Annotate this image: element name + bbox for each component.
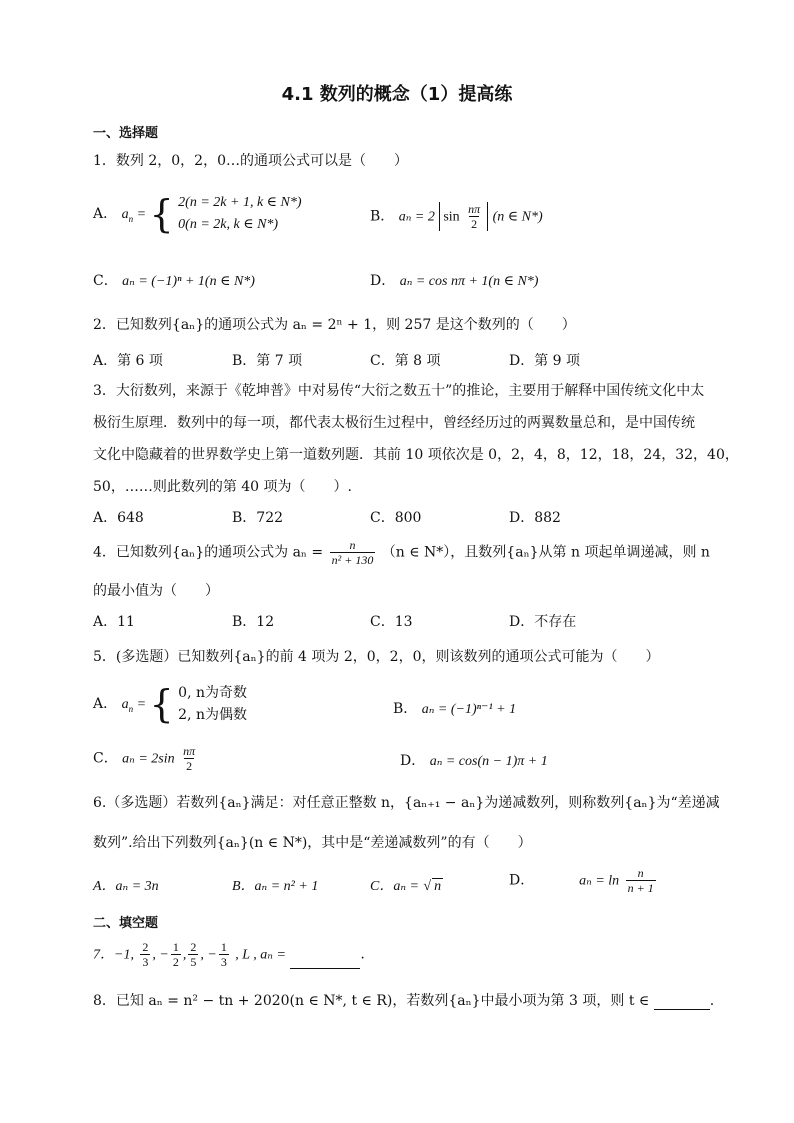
q6-option-b (232, 875, 318, 895)
q5-option-d (400, 750, 548, 770)
q7-suffix: , L , aₙ = (235, 947, 286, 963)
fraction-1 (140, 940, 150, 969)
numerator: 1 (220, 940, 227, 954)
numerator: n (349, 538, 356, 552)
q3-option-d: D．882 (509, 510, 561, 526)
q5-option-c (93, 744, 199, 773)
q8-period: . (709, 993, 715, 1009)
q4-option-b: B．12 (232, 614, 275, 630)
q2-option-a: A．第 6 项 (93, 353, 163, 369)
q8-stem: 8．已知 aₙ = n² − tn + 2020(n ∈ N*, t ∈ R)，若数列{aₙ}中最小项为第 3 项，则 t ∈ (93, 993, 650, 1009)
case-2: 0(n = 2k, k ∈ N*) (178, 217, 279, 232)
q1-option-d (370, 270, 538, 290)
separator: , − (200, 947, 217, 963)
option-expression: aₙ = cos nπ + 1(n ∈ N*) (399, 274, 539, 289)
q3-option-c: C．800 (370, 510, 422, 526)
option-label: A． (93, 696, 118, 712)
denominator: 2 (471, 217, 478, 231)
q2-option-d: D．第 9 项 (509, 353, 581, 369)
q4-option-c: C．13 (370, 614, 413, 630)
question-8 (93, 990, 714, 1010)
q6-option-d (509, 866, 658, 895)
option-b-lhs: aₙ = 2 (398, 209, 435, 225)
option-label: C． (93, 750, 118, 767)
fraction (626, 866, 656, 895)
numerator: 2 (190, 940, 197, 954)
q1-option-c (93, 270, 255, 290)
piecewise-cases (178, 682, 247, 726)
separator: , (182, 947, 187, 963)
page-title: 4.1 数列的概念（1）提高练 (281, 84, 513, 105)
section-heading-choice: 一、选择题 (93, 126, 159, 141)
q7-prefix: 7．−1, (93, 947, 134, 963)
q1-option-a (93, 192, 302, 236)
piecewise-cases (178, 192, 301, 236)
question-3-line-2: 极衍生原理．数列中的每一项，都代表太极衍生过程中，曾经经历过的两翼数量总和，是中国传统 (93, 415, 695, 431)
fraction (466, 202, 482, 231)
q5-option-b (393, 698, 516, 718)
numerator: 2 (142, 940, 149, 954)
option-expression: B．aₙ = n² + 1 (232, 879, 319, 894)
question-4-line-1 (93, 538, 710, 567)
numerator: n (637, 866, 644, 880)
q4-prefix: 4．已知数列{aₙ}的通项公式为 aₙ = (93, 544, 324, 561)
radicand: n (434, 879, 442, 894)
fraction (330, 538, 376, 567)
denominator: 2 (186, 759, 193, 773)
left-brace: { (149, 192, 174, 236)
denominator: 3 (220, 955, 227, 969)
case-1: 2(n = 2k + 1, k ∈ N*) (178, 195, 302, 210)
option-expression: aₙ = (−1)ⁿ⁻¹ + 1 (421, 702, 517, 717)
question-7 (93, 940, 365, 969)
denominator: 3 (142, 955, 149, 969)
question-3-line-4: 50，……则此数列的第 40 项为（ ）. (93, 479, 352, 495)
question-3-line-3: 文化中隐藏着的世界数学史上第一道数列题．其前 10 项依次是 0，2，4，8，12，18，24，32，40， (93, 447, 739, 463)
fraction (181, 744, 197, 773)
option-a-lhs: $a_n$ = (121, 697, 150, 714)
denominator: 2 (172, 955, 179, 969)
option-label: C． (93, 273, 118, 289)
q1-option-b (370, 202, 543, 231)
question-4-line-2: 的最小值为（ ） (93, 583, 219, 599)
question-6-line-1: 6.（多选题）若数列{aₙ}满足：对任意正整数 n，{aₙ₊₁ − aₙ}为递减数列，则称数列{aₙ}为“差递减 (93, 795, 720, 811)
fraction-3 (188, 940, 198, 969)
absolute-value (439, 202, 488, 231)
q3-option-a: A．648 (93, 510, 144, 526)
question-3-line-1: 3．大衍数列，来源于《乾坤普》中对易传“大衍之数五十”的推论，主要用于解释中国传统文化中太 (93, 383, 705, 399)
question-2-stem: 2．已知数列{aₙ}的通项公式为 aₙ = 2ⁿ + 1，则 257 是这个数列的（ ） (93, 317, 576, 333)
fraction-2 (171, 940, 181, 969)
option-expression: aₙ = (−1)ⁿ + 1(n ∈ N*) (122, 274, 255, 289)
numerator: nπ (468, 202, 481, 216)
numerator: nπ (183, 744, 196, 758)
q7-period: . (360, 946, 365, 963)
question-6-line-2: 数列”.给出下列数列{aₙ}(n ∈ N*)，其中是“差递减数列”的有（ ） (93, 835, 532, 851)
q4-option-d: D．不存在 (509, 614, 577, 630)
q2-option-c: C．第 8 项 (370, 353, 441, 369)
q6-option-c (370, 875, 443, 895)
numerator: 1 (172, 940, 179, 954)
question-5-stem: 5．(多选题）已知数列{aₙ}的前 4 项为 2，0，2，0，则该数列的通项公式可能为（ ） (93, 649, 660, 665)
section-heading-fill: 二、填空题 (93, 916, 159, 931)
option-label: B． (370, 208, 395, 225)
q4-option-a: A．11 (93, 614, 135, 630)
denominator: 5 (190, 955, 197, 969)
q2-option-b: B．第 7 项 (232, 353, 303, 369)
option-expression: aₙ = ln (579, 873, 620, 889)
option-expression: A．aₙ = 3n (93, 879, 159, 894)
q3-option-b: B．722 (232, 510, 284, 526)
option-b-domain: (n ∈ N*) (492, 209, 543, 225)
option-expression: aₙ = 2sin (122, 751, 175, 767)
answer-blank[interactable] (654, 995, 710, 1010)
sqrt-symbol: √ (423, 879, 432, 894)
option-label: B． (393, 701, 418, 717)
denominator: n + 1 (627, 881, 654, 895)
left-brace: { (149, 682, 174, 726)
denominator: n² + 130 (331, 553, 374, 567)
separator: , − (152, 947, 169, 963)
q6-option-a (93, 875, 159, 895)
option-expression: C．aₙ = (370, 879, 419, 894)
option-a-lhs: $a_n$ = (121, 207, 150, 224)
q5-option-a (93, 682, 247, 726)
question-1-stem: 1．数列 2，0，2，0…的通项公式可以是（ ） (93, 153, 408, 169)
case-2: 2, n为偶数 (178, 707, 247, 723)
option-label: D． (370, 273, 396, 289)
fraction-4 (219, 940, 229, 969)
option-label: D． (400, 753, 426, 769)
option-label: D． (509, 872, 535, 889)
case-1: 0, n为奇数 (178, 685, 247, 701)
answer-blank[interactable] (290, 954, 360, 969)
sin-text: sin (443, 209, 460, 225)
option-label: A． (93, 206, 118, 222)
option-expression: aₙ = cos(n − 1)π + 1 (429, 754, 548, 769)
q4-suffix: （n ∈ N*），且数列{aₙ}从第 n 项起单调递减，则 n (381, 544, 710, 561)
